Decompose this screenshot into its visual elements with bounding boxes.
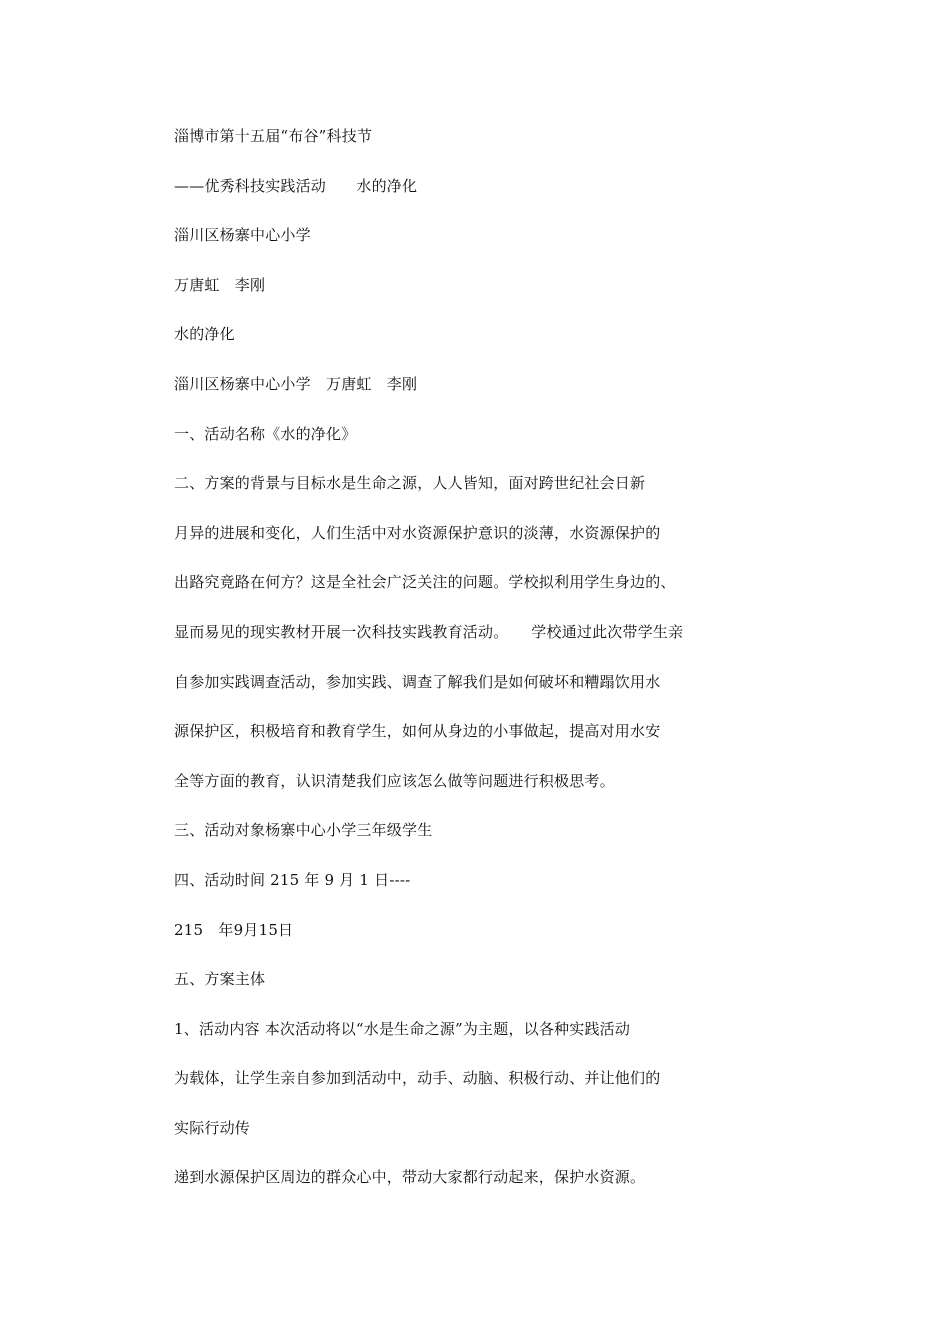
text-line: 三、活动对象杨寨中心小学三年级学生 [174,821,433,840]
text-line: 显而易见的现实教材开展一次科技实践教育活动。 学校通过此次带学生亲 [174,622,684,641]
text-line: 递到水源保护区周边的群众心中，带动大家都行动起来，保护水资源。 [174,1168,646,1187]
text-line: 四、活动时间 215 年 9 月 1 日---- [174,870,411,889]
school-name: 淄川区杨寨中心小学 [174,226,311,245]
authors: 万唐虹 李刚 [174,275,266,294]
text-line: 实际行动传 [174,1118,251,1137]
text-line: 二、方案的背景与目标水是生命之源，人人皆知，面对跨世纪社会日新 [174,474,646,493]
text-line: 215 年9月15日 [174,920,294,939]
text-line: 源保护区，积极培育和教育学生，如何从身边的小事做起，提高对用水安 [174,722,661,741]
text-line: 自参加实践调查活动，参加实践、调查了解我们是如何破坏和糟蹋饮用水 [174,672,661,691]
doc-subtitle: ——优秀科技实践活动 水的净化 [174,176,418,195]
text-line: 月异的进展和变化，人们生活中对水资源保护意识的淡薄，水资源保护的 [174,523,661,542]
text-line: 全等方面的教育，认识清楚我们应该怎么做等问题进行积极思考。 [174,771,615,790]
school-authors-line: 淄川区杨寨中心小学 万唐虹 李刚 [174,374,418,393]
text-line: 五、方案主体 [174,970,266,989]
text-line: 出路究竟路在何方？这是全社会广泛关注的问题。学校拟利用学生身边的、 [174,573,676,592]
doc-title: 淄博市第十五届“布谷”科技节 [174,127,373,145]
section-heading: 水的净化 [174,325,235,344]
text-line: 为载体，让学生亲自参加到活动中，动手、动脑、积极行动、并让他们的 [174,1069,661,1088]
text-line: 1、活动内容 本次活动将以“水是生命之源”为主题，以各种实践活动 [174,1019,631,1038]
text-line: 一、活动名称《水的净化》 [174,424,357,443]
document-body [174,124,874,1215]
